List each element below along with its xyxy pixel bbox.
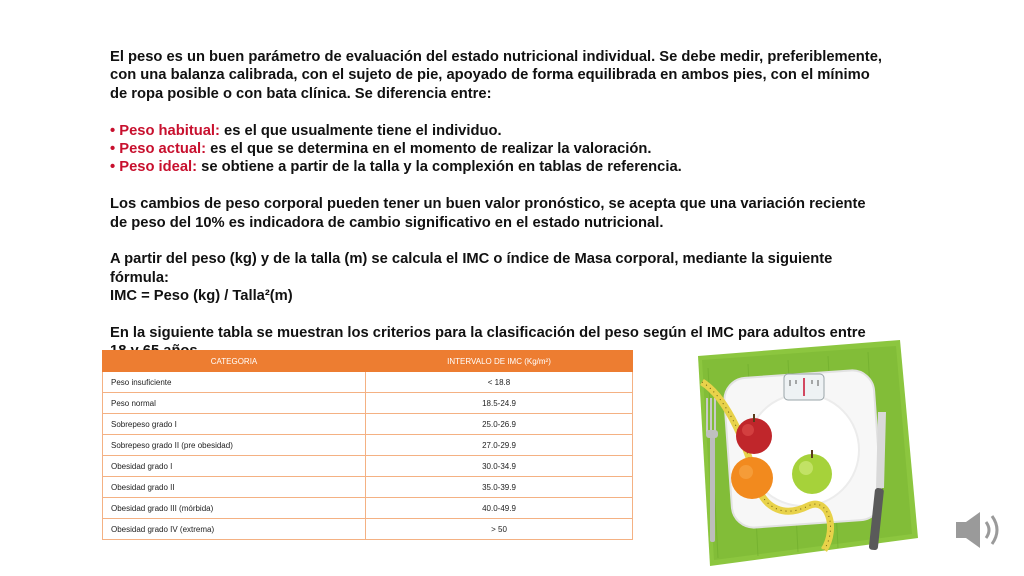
category-cell: Obesidad grado IV (extrema): [103, 519, 366, 540]
bullet-peso-ideal: [110, 158, 886, 176]
table-row: [103, 477, 633, 498]
range-cell: 18.5-24.9: [366, 393, 633, 414]
category-cell: Obesidad grado II: [103, 477, 366, 498]
range-cell: > 50: [366, 519, 633, 540]
weight-types-list: [110, 122, 886, 177]
bullet-peso-actual: [110, 140, 886, 158]
plate-scale-image: [688, 338, 924, 570]
table-row: [103, 393, 633, 414]
range-cell: 27.0-29.9: [366, 435, 633, 456]
bullet-desc: es el que usualmente tiene el individuo.: [219, 121, 502, 139]
table-row: [103, 498, 633, 519]
table-row: [103, 414, 633, 435]
table-intro-paragraph: En la siguiente tabla se muestran los criterios para la clasificación del peso según el IMC para adultos entre: [110, 324, 866, 342]
table-row: [103, 372, 633, 393]
header-intervalo: INTERVALO DE IMC (Kg/m²): [366, 351, 633, 372]
bullet-desc: se obtiene a partir de la talla y la complexión en tablas de referencia.: [197, 158, 682, 176]
category-cell: Peso insuficiente: [103, 372, 366, 393]
scale-dial: [784, 374, 824, 400]
category-cell: Peso normal: [103, 393, 366, 414]
imc-formula: IMC = Peso (kg) / Talla²(m): [110, 287, 293, 305]
category-cell: Obesidad grado I: [103, 456, 366, 477]
range-cell: 30.0-34.9: [366, 456, 633, 477]
bullet-desc: es el que se determina en el momento de realizar la valoración.: [206, 140, 652, 158]
intro-paragraph: El peso es un buen parámetro de evaluación del estado nutricional individual. Se debe medir, preferiblemente, con una balanza calibrada, con el sujeto de pie, apoyado de forma equilibrada en ambos pies, con el mínimo de ropa posible o con bata clínica. Se diferencia entre:: [110, 48, 882, 102]
bullet-term: • Peso habitual:: [110, 121, 220, 139]
imc-formula-paragraph: [110, 250, 886, 305]
weight-change-paragraph: Los cambios de peso corporal pueden tener un buen valor pronóstico, se acepta que una variación reciente de peso del 10% es indicadora de cambio significativo en el estado nutricional.: [110, 195, 866, 231]
category-cell: Sobrepeso grado II (pre obesidad): [103, 435, 366, 456]
table-row: [103, 519, 633, 540]
range-cell: 40.0-49.9: [366, 498, 633, 519]
bullet-term: • Peso actual:: [110, 140, 207, 158]
range-cell: 35.0-39.9: [366, 477, 633, 498]
table-header-row: [103, 351, 633, 372]
imc-intro-line: A partir del peso (kg) y de la talla (m) se calcula el IMC o índice de Masa corporal, mediante la siguiente fórmula:: [110, 250, 833, 286]
category-cell: Obesidad grado III (mórbida): [103, 498, 366, 519]
slide-text: [110, 48, 886, 379]
speaker-icon[interactable]: [952, 506, 1006, 554]
bullet-peso-habitual: [110, 122, 886, 140]
bullet-term: • Peso ideal:: [110, 158, 198, 176]
orange: [731, 457, 773, 499]
table-row: [103, 435, 633, 456]
table-row: [103, 456, 633, 477]
category-cell: Sobrepeso grado I: [103, 414, 366, 435]
imc-table: [102, 350, 633, 540]
range-cell: 25.0-26.9: [366, 414, 633, 435]
range-cell: < 18.8: [366, 372, 633, 393]
header-categoria: CATEGORIA: [103, 351, 366, 372]
